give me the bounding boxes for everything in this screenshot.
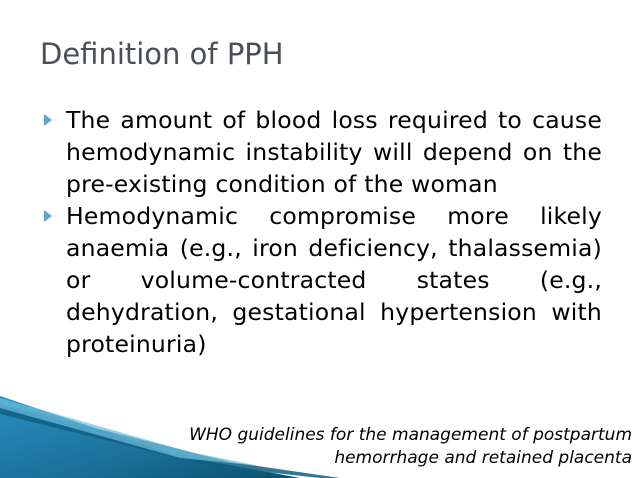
bullet-text: Hemodynamic compromise more likely anaemia (e.g., iron deficiency, thalassemia) or volume-contracted states (e.g., dehydration, gestational hypertension with proteinuria) xyxy=(66,202,602,358)
source-line-2: hemorrhage and retained placenta xyxy=(334,448,632,468)
bullet-list xyxy=(42,104,602,360)
triangle-bullet-icon xyxy=(42,112,54,128)
slide-title: Definition of PPH xyxy=(40,37,284,71)
source-citation xyxy=(72,424,632,470)
triangle-bullet-icon xyxy=(42,208,54,224)
bullet-text: The amount of blood loss required to cause hemodynamic instability will depend on the pre-existing condition of the woman xyxy=(66,106,602,198)
bullet-item xyxy=(42,200,602,360)
source-line-1: WHO guidelines for the management of postpartum xyxy=(189,425,632,445)
bullet-item xyxy=(42,104,602,200)
